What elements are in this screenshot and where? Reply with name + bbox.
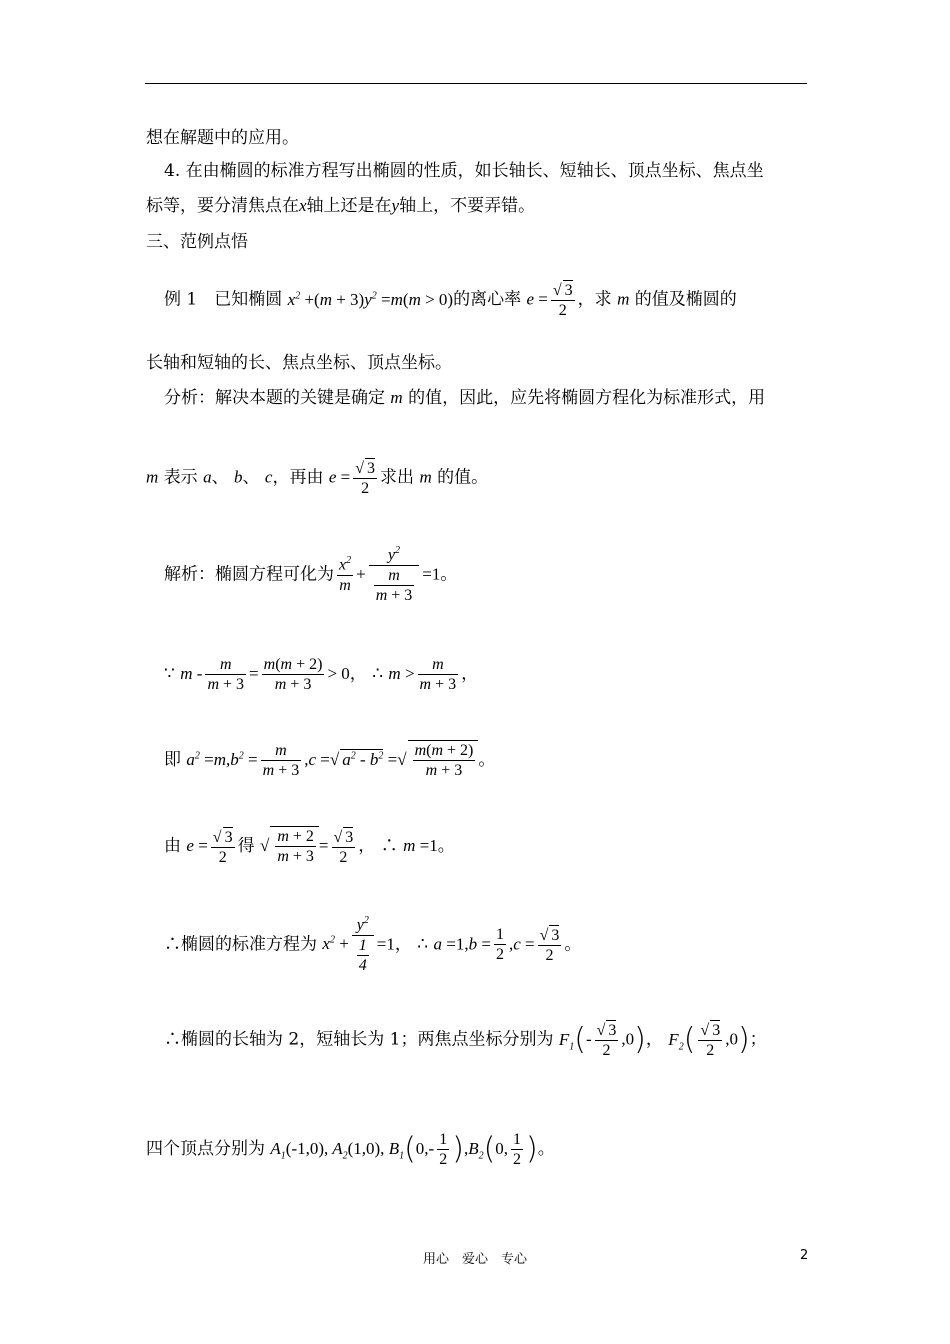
math-var: x	[299, 196, 307, 215]
fraction: $\frac{√ 3}{2}$	[552, 282, 573, 320]
fraction: $\frac{1}{2}$	[513, 1131, 522, 1169]
text-run: 标等，要分清焦点在	[146, 196, 299, 216]
text-run: 四个顶点分别为	[146, 1139, 265, 1160]
text-run: 例 1 已知椭圆	[164, 289, 283, 310]
fraction: $\frac{m(m + 2)}{m + 3}$	[414, 742, 474, 780]
text-run: 的值。	[437, 467, 489, 488]
text-run: ，再由	[272, 467, 324, 488]
fraction: $\frac{y^2}{\frac{1}{4}}$	[352, 915, 374, 975]
equation: $x^2 +(m + 3)y^2 =m(m > 0)$	[287, 289, 454, 309]
analysis-line: m 表示 a、 b、 c，再由 e = $\frac{√ 3}{2}$ 求出 m 的值。	[146, 460, 489, 498]
solution-line: 解析：椭圆方程可化为 $\frac{x^2}{m}$ + $\frac{y^2}{\frac{m}{m + 3}}$ =1。	[164, 545, 458, 604]
solution-line: 由 e = $\frac{√ 3}{2}$ 得 √ $\frac{m + 2}{m + 3}$ = $\frac{√ 3}{2}$ ， ∴ m =1。	[164, 828, 455, 866]
text-run: 即	[164, 750, 181, 771]
fraction: $\frac{m}{m + 3}$	[207, 656, 245, 694]
text-run: 解析：椭圆方程可化为	[164, 564, 334, 585]
math-var: m	[390, 388, 403, 407]
example-line	[164, 280, 737, 320]
therefore-symbol: ∴	[380, 836, 398, 857]
text-run: 椭圆的标准方程为	[181, 934, 317, 955]
text-run: 得	[237, 836, 255, 857]
fraction: $\frac{m + 2}{m + 3}$	[277, 828, 314, 866]
text-run: 轴上，不要弄错。	[399, 196, 536, 216]
fraction: $\frac{x^2}{m}$	[339, 555, 352, 594]
math-var: m	[617, 289, 630, 309]
page-footer: 用心 爱心 专心	[422, 1252, 527, 1267]
text-run: 椭圆的长轴为 2，短轴长为 1；两焦点坐标分别为	[181, 1029, 554, 1050]
fraction: $\frac{√ 3}{2}$	[539, 926, 560, 964]
math-var: m	[146, 467, 159, 487]
therefore-symbol: ∴	[417, 934, 429, 955]
text-run: 求出	[380, 467, 415, 488]
text-run: 分析：解决本题的关键是确定	[164, 388, 385, 408]
section-heading: 三、范例点悟	[146, 232, 248, 252]
text-run: 轴上还是在	[306, 196, 392, 216]
paragraph-line: 4. 在由椭圆的标准方程写出椭圆的性质，如长轴长、短轴长、顶点坐标、焦点坐	[164, 161, 764, 181]
text-run: 的值，因此，应先将椭圆方程化为标准形式，用	[408, 388, 766, 408]
fraction: $\frac{m}{m + 3}$	[419, 656, 457, 694]
fraction: $\frac{√ 3}{2}$	[333, 828, 354, 866]
therefore-symbol: ∴	[372, 664, 384, 685]
fraction: $\frac{m(m + 2)}{m + 3}$	[263, 656, 323, 694]
header-rule	[145, 83, 807, 84]
fraction: $\frac{y^2}{\frac{m}{m + 3}}$	[369, 545, 420, 605]
paragraph-line	[146, 196, 535, 216]
text-run: ，求	[577, 289, 612, 310]
since-symbol: ∵	[164, 664, 175, 685]
text-run: =1。	[422, 564, 458, 584]
solution-line: ∴椭圆的长轴为 2，短轴长为 1；两焦点坐标分别为 $F_1(-$ $\frac{√ 3}{2}$ ,0)， $F_2$( $\frac{√ 3}{2}$ ,0)；	[164, 1022, 767, 1060]
math-var: y	[391, 196, 400, 215]
fraction: $\frac{m}{m + 3}$	[262, 742, 300, 780]
analysis-line	[164, 388, 765, 408]
fraction: $\frac{√ 3}{2}$	[596, 1022, 617, 1060]
therefore-symbol: ∴	[164, 1029, 181, 1050]
solution-line: ∵ m - $\frac{m}{m + 3}$ = $\frac{m(m + 2)}{m + 3}$ > 0， ∴ m > $\frac{m}{m + 3}$ ，	[164, 656, 479, 694]
fraction: $\frac{1}{2}$	[439, 1131, 448, 1169]
text-run: 由	[164, 836, 181, 857]
paragraph-line: 长轴和短轴的长、焦点坐标、顶点坐标。	[146, 353, 452, 373]
solution-line: 四个顶点分别为 $A_1(-1,0)$, $A_2(1,0)$, $B_1(0,-$ $\frac{1}{2}$ )$,B_2(0$, $\frac{1}{2}$ )。	[146, 1131, 555, 1169]
fraction: $\frac{1}{2}$	[495, 926, 504, 964]
fraction: $\frac{√ 3}{2}$	[700, 1022, 721, 1060]
solution-line: 即 $a^2 =m,b^2$ = $\frac{m}{m + 3}$ ,c =√ $a^2 - b^2$ =√ $\frac{m(m + 2)}{m + 3}$ 。	[164, 742, 496, 780]
therefore-symbol: ∴	[164, 934, 181, 955]
text-run: 表示	[163, 467, 198, 488]
equation: e =	[526, 289, 548, 309]
math-var: a	[203, 467, 212, 487]
paragraph-line: 想在解题中的应用。	[146, 128, 299, 148]
solution-line: ∴椭圆的标准方程为 $x^2$ + $\frac{y^2}{\frac{1}{4}}$ =1， ∴ a =1,b = $\frac{1}{2}$ ,c = $\frac{√ 3}{2}$ 。	[164, 915, 582, 974]
fraction: $\frac{√ 3}{2}$	[355, 460, 376, 498]
fraction: $\frac{√ 3}{2}$	[212, 828, 233, 866]
text-run: 的离心率	[453, 289, 522, 310]
page-number: 2	[800, 1248, 809, 1263]
text-run: 的值及椭圆的	[634, 289, 737, 310]
